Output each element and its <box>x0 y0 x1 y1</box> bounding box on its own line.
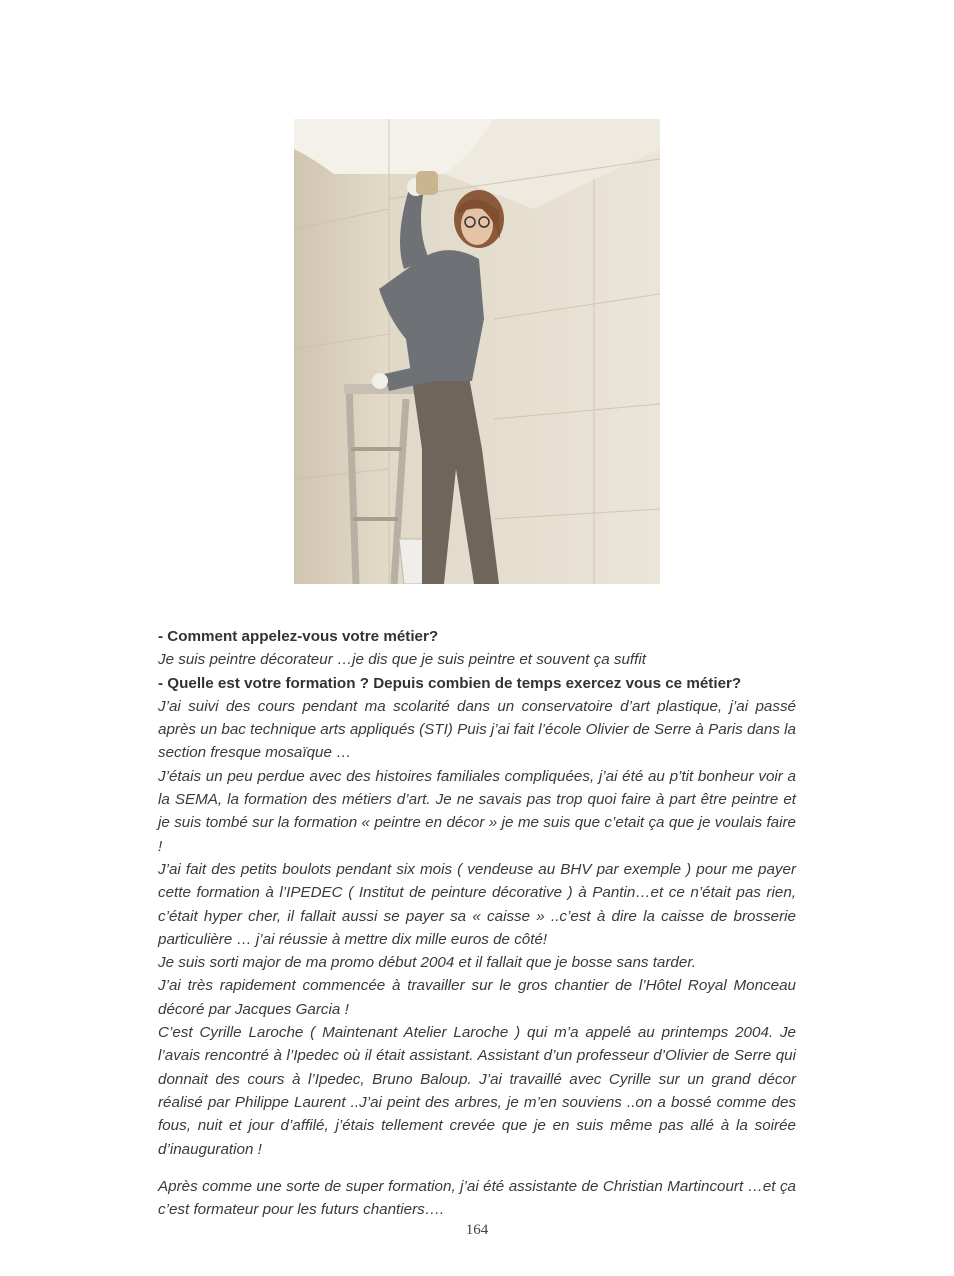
interview-answer: Je suis sorti major de ma promo début 2004 et il fallait que je bosse sans tarder. <box>158 954 697 972</box>
interview-question: - Quelle est votre formation ? Depuis combien de temps exercez vous ce métier? <box>158 674 742 692</box>
interview-answer: J’étais un peu perdue avec des histoires familiales compliquées, j’ai été au p’tit bonheur voir a la SEMA, la formation des métiers d’art. Je ne savais pas trop quoi faire à part être peintre et je suis tombé sur la formation « peintre en décor » je me suis que c’etait ça que je voulais faire ! <box>158 767 796 855</box>
interview-answer: J’ai fait des petits boulots pendant six mois ( vendeuse au BHV par exemple ) pour me payer cette formation à l’IPEDEC ( Institut de peinture décorative ) à Pantin…et ce n’était pas rien, c’était hyper cher, il fallait aussi se payer sa « caisse » ..c’est à dire la caisse de brosserie particulière … j’ai réussie à mettre dix mille euros de côté! <box>158 860 796 948</box>
interview-answer: C’est Cyrille Laroche ( Maintenant Atelier Laroche ) qui m’a appelé au printemps 2004. Je l’avais rencontré à l’Ipedec où il était assistant. Assistant d’un professeur d’Olivier de Serre qui donnait des cours à l’Ipedec, Bruno Baloup. J’ai travaillé avec Cyrille sur un grand décor réalisé par Philippe Laurent ..J’ai peint des arbres, je m’en souviens ..on a bossé comme des fous, nuit et jour d’affilé, j’étais tellement crevée que je en suis même pas allé à la soirée d’inauguration ! <box>158 1024 796 1158</box>
interview-text <box>158 625 796 1221</box>
interview-answer: Après comme une sorte de super formation, j’ai été assistante de Christian Martincourt …et ça c’est formateur pour les futurs chantiers…. <box>158 1177 796 1219</box>
photo-painter-on-ladder <box>294 119 660 584</box>
interview-question: - Comment appelez-vous votre métier? <box>158 628 439 645</box>
page-number: 164 <box>465 1222 489 1238</box>
woman-painting-wall-on-ladder-icon <box>294 119 660 584</box>
interview-answer: J’ai suivi des cours pendant ma scolarité dans un conservatoire d’art plastique, j’ai passé après un bac technique arts appliqués (STI) Puis j’ai fait l’école Olivier de Serre à Paris dans la section fresque mosaïque … <box>158 697 796 762</box>
interview-answer: Je suis peintre décorateur …je dis que je suis peintre et souvent ça suffit <box>158 651 646 669</box>
interview-answer: J’ai très rapidement commencée à travailler sur le gros chantier de l’Hôtel Royal Monceau décoré par Jacques Garcia ! <box>158 977 796 1018</box>
